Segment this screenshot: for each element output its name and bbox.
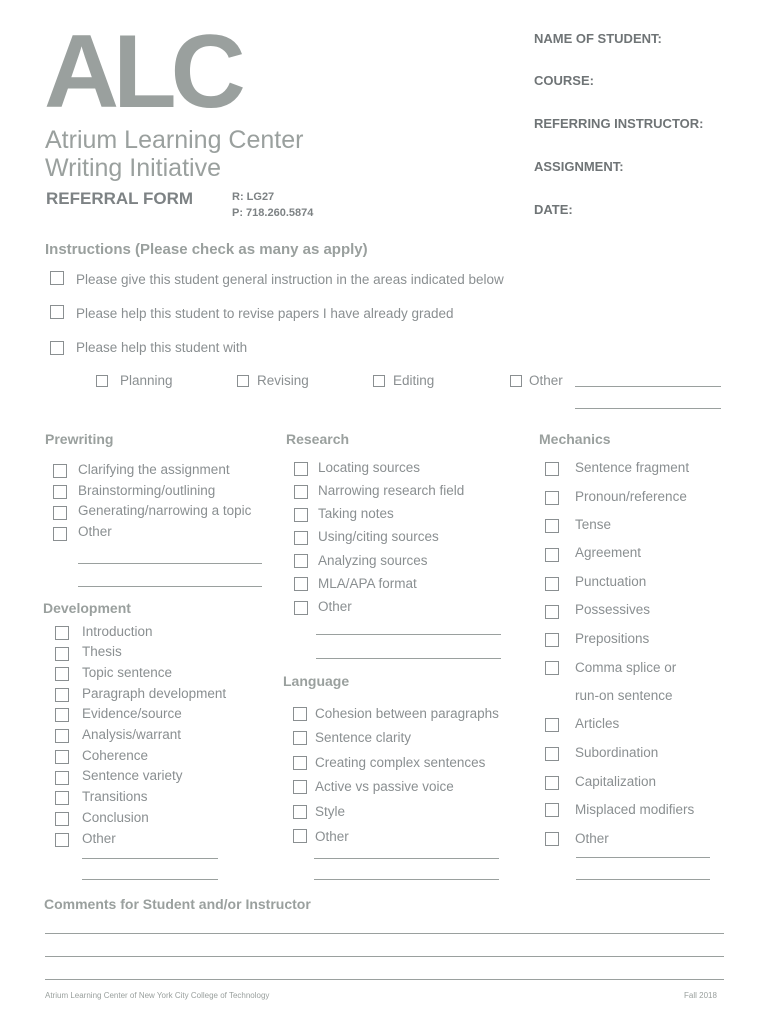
- mechanics-write-line-1[interactable]: [576, 857, 710, 858]
- development-checkbox-6[interactable]: [55, 750, 69, 764]
- field-date[interactable]: DATE:: [534, 202, 573, 217]
- section-title-development: Development: [43, 600, 131, 616]
- comments-write-line-3[interactable]: [45, 979, 724, 980]
- language-checkbox-0[interactable]: [293, 707, 307, 721]
- section-title-mechanics: Mechanics: [539, 431, 611, 447]
- sub-label-revising: Revising: [257, 373, 309, 388]
- development-label-7: Sentence variety: [82, 768, 183, 783]
- sub-label-editing: Editing: [393, 373, 435, 388]
- research-checkbox-2[interactable]: [294, 508, 308, 522]
- mechanics-checkbox-7[interactable]: [545, 661, 559, 675]
- form-title: REFERRAL FORM: [46, 189, 194, 208]
- instruction-label-revise: Please help this student to revise papers I have already graded: [76, 306, 454, 321]
- instructions-title: Instructions (Please check as many as apply): [45, 241, 368, 258]
- sub-label-other: Other: [529, 373, 563, 388]
- development-label-9: Conclusion: [82, 810, 149, 825]
- mechanics-checkbox-13[interactable]: [545, 832, 559, 846]
- development-label-1: Thesis: [82, 644, 122, 659]
- development-label-5: Analysis/warrant: [82, 727, 182, 742]
- instruction-label-help-with: Please help this student with: [76, 340, 248, 355]
- sub-checkbox-editing[interactable]: [373, 375, 385, 387]
- development-label-6: Coherence: [82, 748, 149, 763]
- mechanics-checkbox-4[interactable]: [545, 577, 559, 591]
- section-title-comments: Comments for Student and/or Instructor: [44, 896, 311, 912]
- mechanics-label-4: Punctuation: [575, 574, 647, 589]
- prewriting-checkbox-3[interactable]: [53, 527, 67, 541]
- prewriting-label-0: Clarifying the assignment: [78, 462, 230, 477]
- research-label-0: Locating sources: [318, 460, 421, 475]
- sub-checkbox-revising[interactable]: [237, 375, 249, 387]
- field-course[interactable]: COURSE:: [534, 73, 594, 88]
- footer-term: Fall 2018: [684, 991, 717, 1000]
- section-title-prewriting: Prewriting: [45, 431, 114, 447]
- sub-checkbox-planning[interactable]: [96, 375, 108, 387]
- instruction-checkbox-general[interactable]: [50, 271, 64, 285]
- language-write-line-2[interactable]: [314, 879, 499, 880]
- language-label-3: Active vs passive voice: [315, 779, 454, 794]
- section-title-language: Language: [283, 673, 350, 689]
- mechanics-label-9: Articles: [575, 716, 620, 731]
- development-write-line-1[interactable]: [82, 858, 218, 859]
- research-checkbox-5[interactable]: [294, 577, 308, 591]
- language-label-5: Other: [315, 829, 349, 844]
- mechanics-checkbox-2[interactable]: [545, 519, 559, 533]
- research-write-line-1[interactable]: [316, 634, 501, 635]
- development-checkbox-3[interactable]: [55, 688, 69, 702]
- center-name-line1: Atrium Learning Center: [45, 126, 304, 154]
- development-checkbox-0[interactable]: [55, 626, 69, 640]
- research-checkbox-4[interactable]: [294, 554, 308, 568]
- development-label-2: Topic sentence: [82, 665, 173, 680]
- development-label-10: Other: [82, 831, 116, 846]
- mechanics-label-5: Possessives: [575, 602, 651, 617]
- instruction-checkbox-help-with[interactable]: [50, 341, 64, 355]
- section-title-research: Research: [286, 431, 350, 447]
- development-label-8: Transitions: [82, 789, 148, 804]
- mechanics-checkbox-12[interactable]: [545, 803, 559, 817]
- comments-write-line-1[interactable]: [45, 933, 724, 934]
- other-write-line-1[interactable]: [575, 386, 721, 387]
- mechanics-checkbox-0[interactable]: [545, 462, 559, 476]
- language-label-0: Cohesion between paragraphs: [315, 706, 499, 721]
- comments-write-line-2[interactable]: [45, 956, 724, 957]
- mechanics-label-8: run-on sentence: [575, 688, 673, 703]
- center-name-line2: Writing Initiative: [45, 154, 221, 182]
- development-write-line-2[interactable]: [82, 879, 218, 880]
- prewriting-label-3: Other: [78, 524, 112, 539]
- mechanics-checkbox-5[interactable]: [545, 605, 559, 619]
- mechanics-label-7: Comma splice or: [575, 660, 677, 675]
- research-label-3: Using/citing sources: [318, 529, 439, 544]
- mechanics-label-12: Misplaced modifiers: [575, 802, 695, 817]
- language-label-4: Style: [315, 804, 346, 819]
- alc-logo: ALC: [44, 14, 240, 130]
- prewriting-write-line-2[interactable]: [78, 586, 262, 587]
- mechanics-checkbox-1[interactable]: [545, 491, 559, 505]
- development-label-4: Evidence/source: [82, 706, 182, 721]
- other-write-line-2[interactable]: [575, 408, 721, 409]
- prewriting-checkbox-0[interactable]: [53, 464, 67, 478]
- mechanics-label-1: Pronoun/reference: [575, 489, 687, 504]
- development-checkbox-5[interactable]: [55, 729, 69, 743]
- mechanics-label-10: Subordination: [575, 745, 659, 760]
- language-write-line-1[interactable]: [314, 858, 499, 859]
- mechanics-label-11: Capitalization: [575, 774, 657, 789]
- prewriting-write-line-1[interactable]: [78, 563, 262, 564]
- development-checkbox-4[interactable]: [55, 708, 69, 722]
- mechanics-label-3: Agreement: [575, 545, 642, 560]
- room-number: R: LG27: [232, 191, 275, 203]
- research-checkbox-0[interactable]: [294, 462, 308, 476]
- development-checkbox-10[interactable]: [55, 833, 69, 847]
- language-checkbox-5[interactable]: [293, 829, 307, 843]
- prewriting-label-1: Brainstorming/outlining: [78, 483, 216, 498]
- development-checkbox-2[interactable]: [55, 667, 69, 681]
- research-checkbox-1[interactable]: [294, 485, 308, 499]
- phone-number: P: 718.260.5874: [232, 207, 314, 219]
- field-assignment[interactable]: ASSIGNMENT:: [534, 159, 624, 174]
- mechanics-checkbox-6[interactable]: [545, 633, 559, 647]
- mechanics-checkbox-10[interactable]: [545, 747, 559, 761]
- research-label-6: Other: [318, 599, 352, 614]
- research-label-2: Taking notes: [318, 506, 394, 521]
- mechanics-write-line-2[interactable]: [576, 879, 710, 880]
- development-checkbox-1[interactable]: [55, 647, 69, 661]
- mechanics-checkbox-11[interactable]: [545, 776, 559, 790]
- language-label-2: Creating complex sentences: [315, 755, 486, 770]
- mechanics-label-2: Tense: [575, 517, 612, 532]
- mechanics-label-13: Other: [575, 831, 609, 846]
- mechanics-label-6: Prepositions: [575, 631, 650, 646]
- sub-label-planning: Planning: [120, 373, 173, 388]
- development-checkbox-7[interactable]: [55, 771, 69, 785]
- mechanics-checkbox-9[interactable]: [545, 718, 559, 732]
- language-checkbox-3[interactable]: [293, 780, 307, 794]
- research-write-line-2[interactable]: [316, 658, 501, 659]
- language-checkbox-1[interactable]: [293, 731, 307, 745]
- research-label-4: Analyzing sources: [318, 553, 428, 568]
- sub-checkbox-other[interactable]: [510, 375, 522, 387]
- development-checkbox-9[interactable]: [55, 812, 69, 826]
- research-checkbox-6[interactable]: [294, 601, 308, 615]
- field-name-of-student[interactable]: NAME OF STUDENT:: [534, 31, 662, 46]
- instruction-checkbox-revise[interactable]: [50, 305, 64, 319]
- prewriting-checkbox-2[interactable]: [53, 506, 67, 520]
- language-checkbox-4[interactable]: [293, 805, 307, 819]
- research-label-1: Narrowing research field: [318, 483, 465, 498]
- mechanics-label-0: Sentence fragment: [575, 460, 690, 475]
- footer-institution: Atrium Learning Center of New York City College of Technology: [45, 991, 270, 1000]
- research-checkbox-3[interactable]: [294, 531, 308, 545]
- instruction-label-general: Please give this student general instruction in the areas indicated below: [76, 272, 504, 287]
- development-checkbox-8[interactable]: [55, 791, 69, 805]
- research-label-5: MLA/APA format: [318, 576, 417, 591]
- field-referring-instructor[interactable]: REFERRING INSTRUCTOR:: [534, 116, 704, 131]
- development-label-3: Paragraph development: [82, 686, 227, 701]
- language-checkbox-2[interactable]: [293, 756, 307, 770]
- mechanics-checkbox-3[interactable]: [545, 548, 559, 562]
- development-label-0: Introduction: [82, 624, 153, 639]
- prewriting-label-2: Generating/narrowing a topic: [78, 503, 252, 518]
- language-label-1: Sentence clarity: [315, 730, 412, 745]
- prewriting-checkbox-1[interactable]: [53, 485, 67, 499]
